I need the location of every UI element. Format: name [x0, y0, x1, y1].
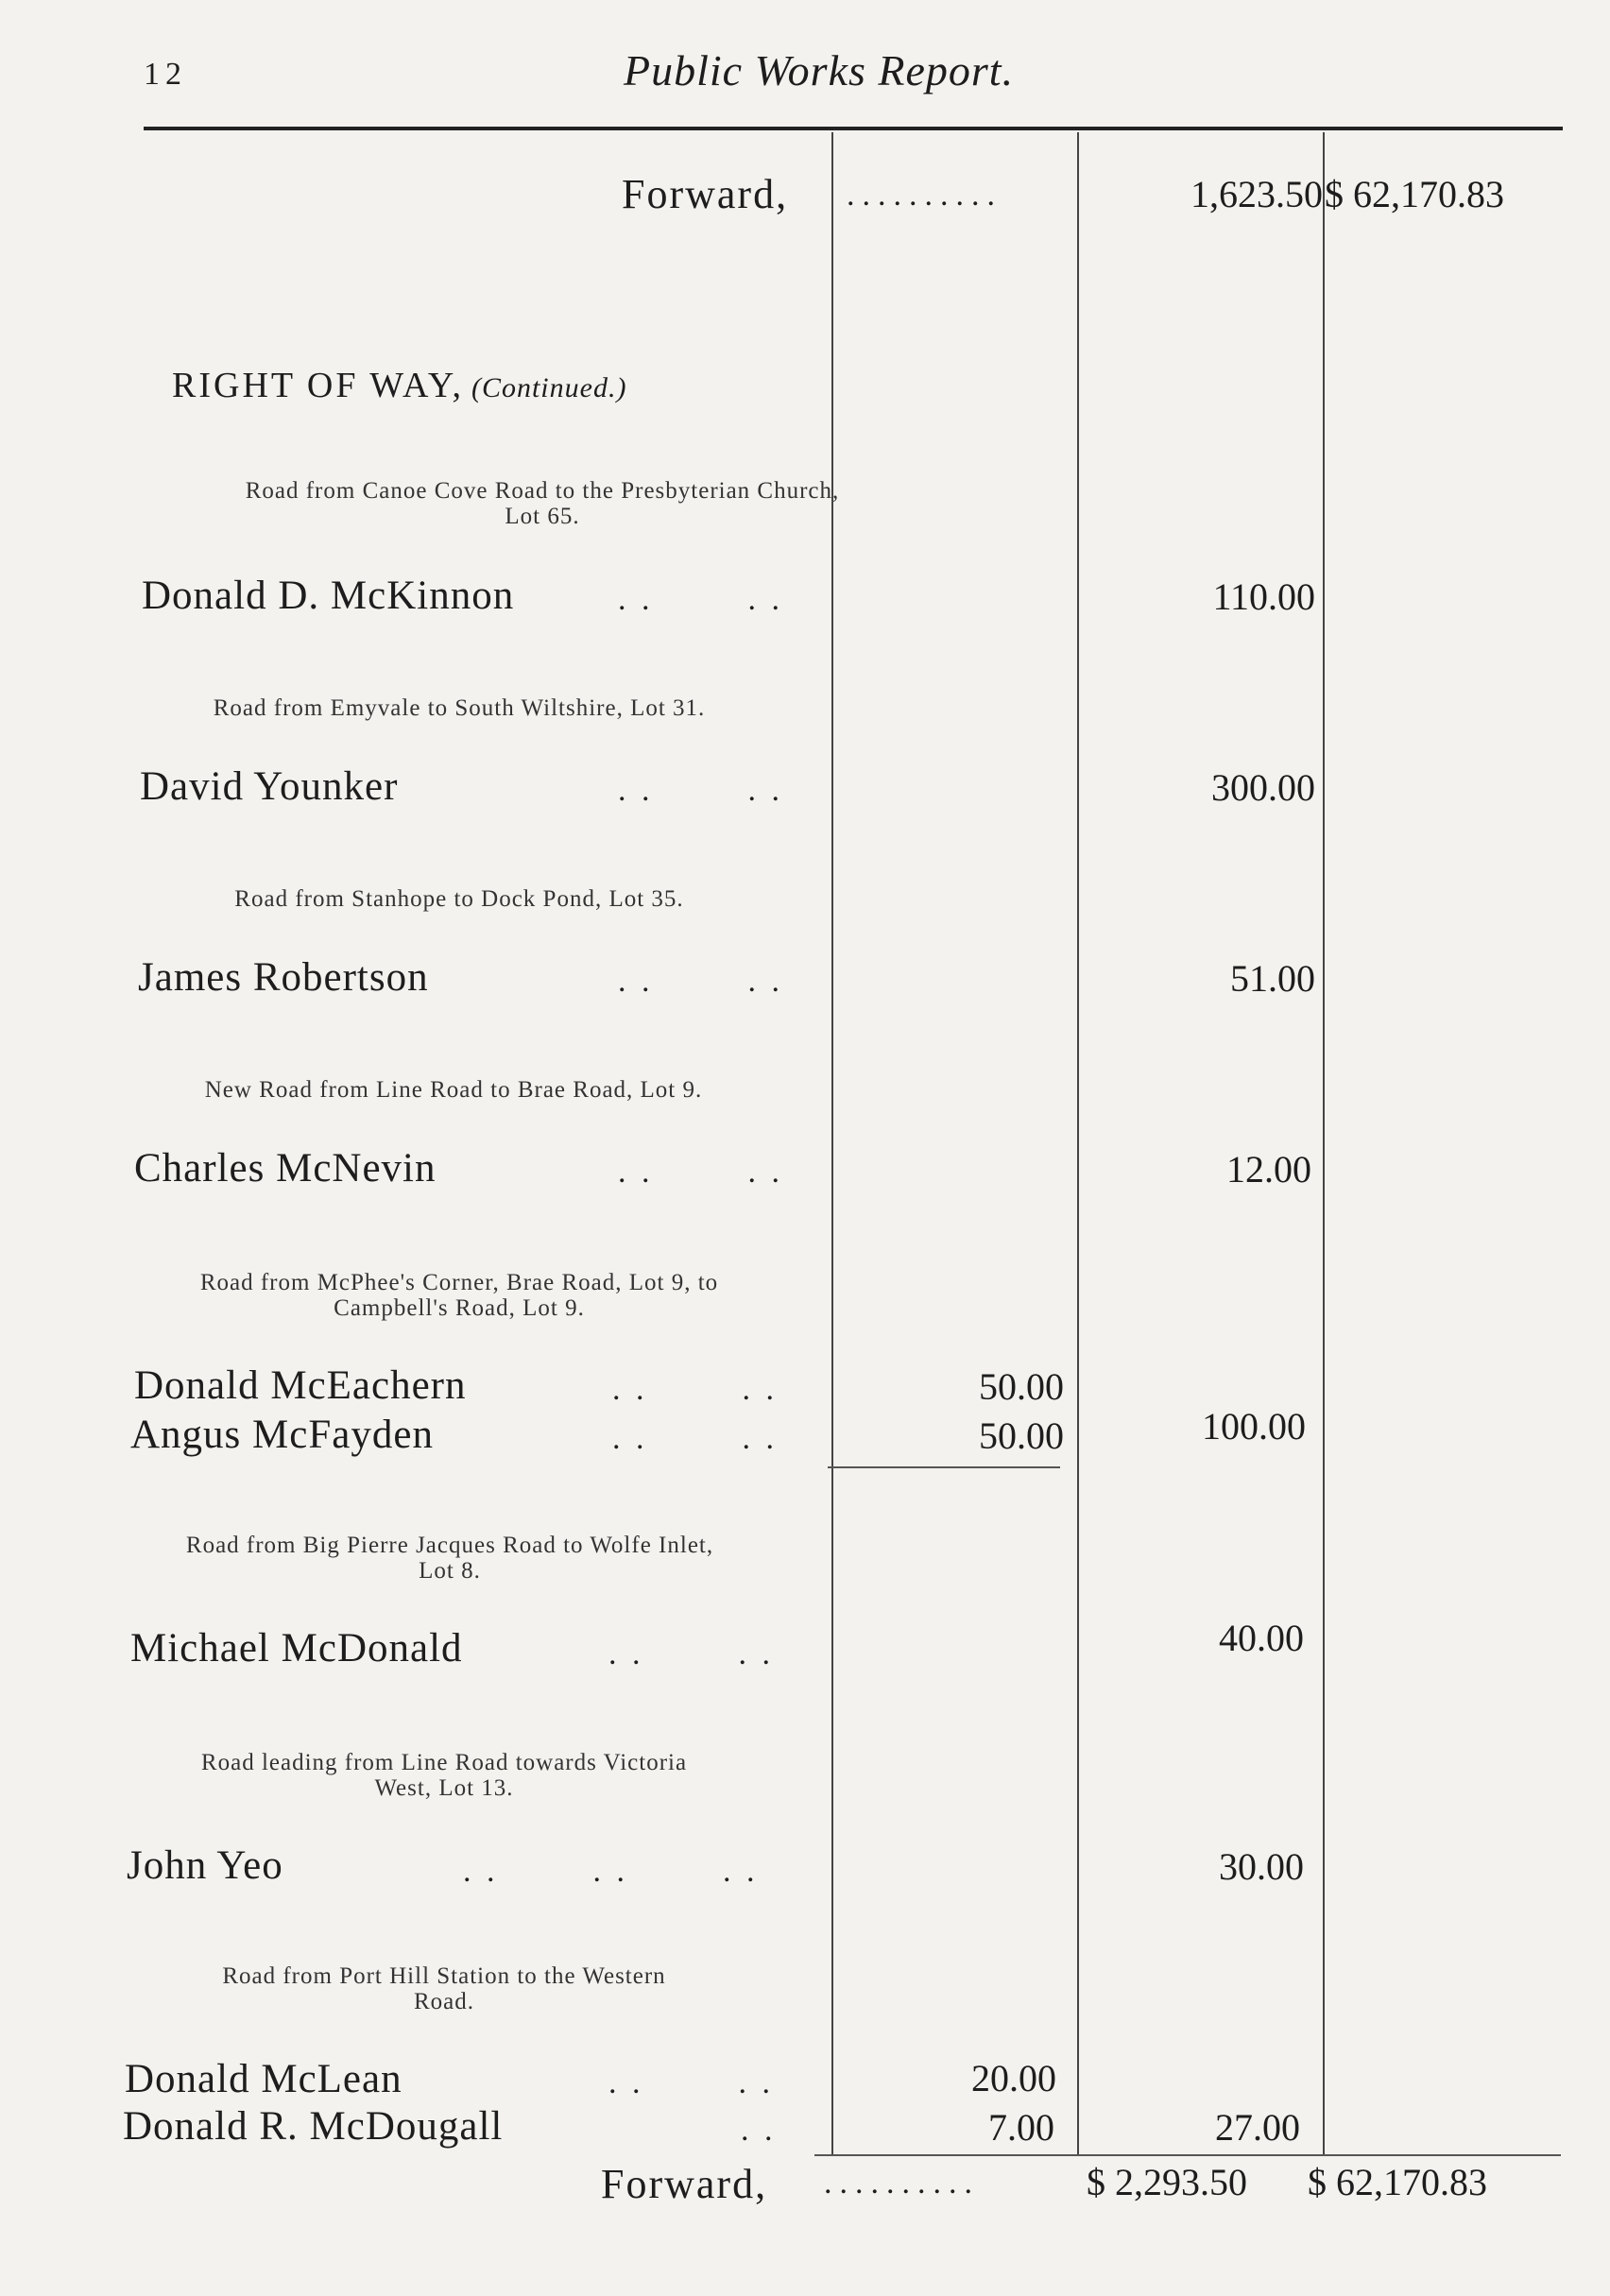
forward-subtotal-bottom: $ 2,293.50 [1087, 2161, 1247, 2203]
amount-item: 50.00 [979, 1414, 1064, 1457]
amount-item: 50.00 [979, 1365, 1064, 1408]
payee-name: David Younker [140, 764, 399, 809]
amount-sum: 12.00 [1226, 1148, 1311, 1191]
payee-name: Donald McLean [125, 2057, 402, 2101]
payee-name: Charles McNevin [134, 1146, 437, 1191]
road-caption: Road from Emyvale to South Wiltshire, Lot 31. [213, 695, 706, 721]
running-title: Public Works Report. [624, 46, 1015, 94]
amount-sum: 40.00 [1219, 1617, 1304, 1659]
forward-total-bottom: $ 62,170.83 [1308, 2161, 1487, 2203]
header-rule [144, 127, 1563, 130]
dot-leader: . . . . [608, 1636, 774, 1671]
forward-subtotal-top: 1,623.50 [1190, 173, 1323, 215]
payee-name: Donald R. McDougall [123, 2104, 504, 2149]
road-caption: Road from Canoe Cove Road to the Presbyterian Church, Lot 65. [245, 478, 840, 529]
column-rule-1 [831, 132, 833, 2156]
amount-item: 20.00 [971, 2057, 1056, 2099]
payee-name: John Yeo [127, 1843, 283, 1888]
amount-item: 7.00 [988, 2106, 1054, 2149]
forward-leaders-bottom: .......... [824, 2166, 980, 2201]
dot-leader: . . . . [612, 1372, 778, 1407]
total-rule [814, 2154, 1561, 2156]
dot-leader: . . . . [618, 582, 783, 617]
section-title-text: RIGHT OF WAY, [172, 366, 464, 405]
road-caption: Road from McPhee's Corner, Brae Road, Lot 9, to Campbell's Road, Lot 9. [199, 1270, 719, 1321]
payee-name: Donald D. McKinnon [142, 574, 515, 618]
dot-leader: . . . . [608, 2065, 774, 2100]
road-caption: Road from Stanhope to Dock Pond, Lot 35. [234, 886, 684, 912]
road-caption: Road from Port Hill Station to the Western Road. [222, 1963, 666, 2014]
section-continued: (Continued.) [471, 372, 627, 403]
dot-leader: . . . . . . [463, 1854, 759, 1889]
dot-leader: . . . . [618, 964, 783, 999]
section-title [172, 365, 626, 406]
dot-leader: . . . . [612, 1421, 778, 1456]
subtotal-rule [828, 1466, 1060, 1468]
payee-name: Angus McFayden [130, 1413, 434, 1457]
payee-name: James Robertson [138, 955, 429, 1000]
forward-total-top: $ 62,170.83 [1325, 173, 1504, 215]
amount-sum: 100.00 [1202, 1405, 1306, 1448]
forward-label-bottom: Forward, [601, 2161, 768, 2207]
forward-leaders-top: .......... [847, 178, 1002, 213]
road-caption: Road from Big Pierre Jacques Road to Wolfe Inlet, Lot 8. [185, 1533, 714, 1584]
road-caption: Road leading from Line Road towards Victoria West, Lot 13. [200, 1750, 688, 1801]
road-caption: New Road from Line Road to Brae Road, Lot 9. [204, 1077, 703, 1103]
payee-name: Donald McEachern [134, 1363, 467, 1408]
amount-sum: 51.00 [1230, 957, 1315, 1000]
column-rule-3 [1323, 132, 1325, 2156]
amount-sum: 300.00 [1211, 766, 1315, 809]
amount-sum: 30.00 [1219, 1845, 1304, 1888]
amount-sum: 110.00 [1212, 575, 1315, 618]
amount-sum: 27.00 [1215, 2106, 1300, 2149]
page-number: 12 [144, 57, 187, 92]
forward-label-top: Forward, [622, 171, 789, 217]
dot-leader: . . . . [618, 1155, 783, 1190]
dot-leader: . . . . [618, 773, 783, 808]
dot-leader: . . [741, 2113, 777, 2148]
payee-name: Michael McDonald [130, 1626, 463, 1671]
